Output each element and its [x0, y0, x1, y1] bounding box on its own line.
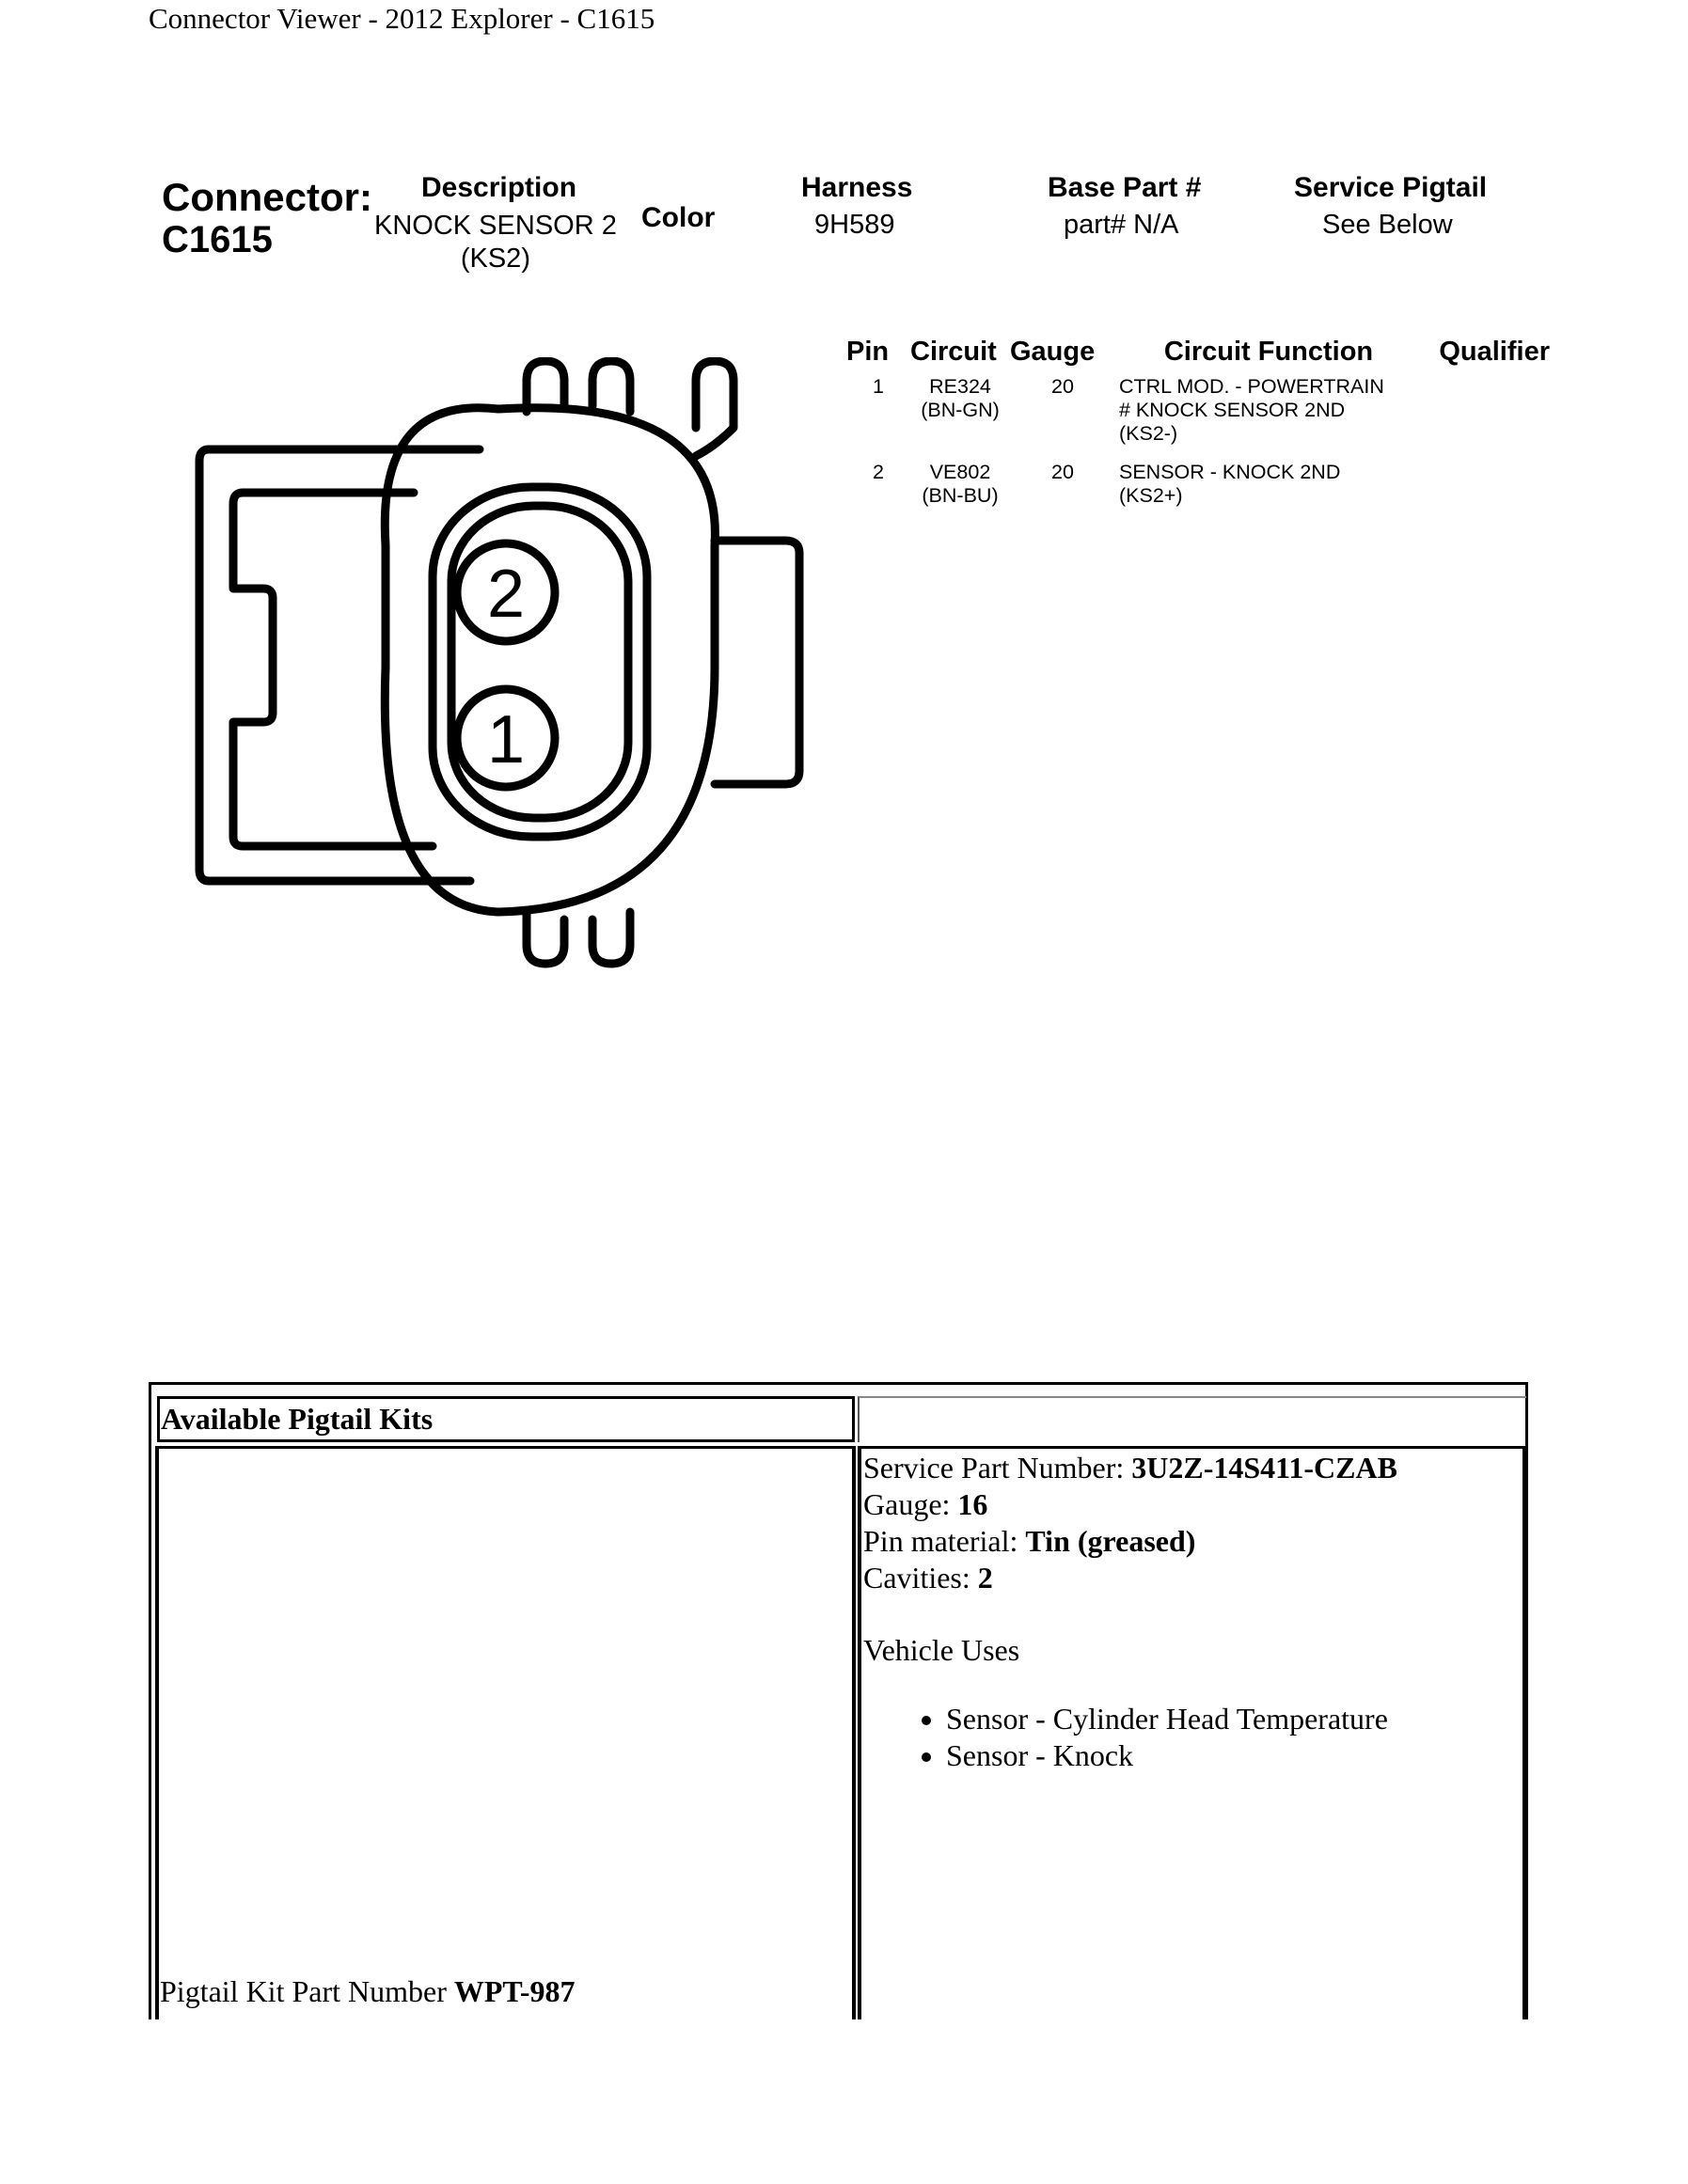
- kit-part-value: WPT-987: [453, 1974, 576, 2008]
- pigtail-kits-title: Available Pigtail Kits: [161, 1402, 434, 1436]
- connector-shell-outer: [199, 449, 480, 881]
- harness-header: Harness: [801, 172, 913, 203]
- side-tab: [715, 541, 799, 784]
- service-part-value: 3U2Z-14S411-CZAB: [1131, 1451, 1397, 1485]
- pin-1-label: 1: [486, 702, 526, 778]
- pin-table: [846, 337, 1550, 523]
- pin-material-line: [863, 1523, 1397, 1560]
- circuit-function: [1115, 461, 1418, 523]
- function-line: (KS2+): [1119, 484, 1183, 507]
- top-latch-right: [696, 361, 734, 456]
- cavities-label: Cavities:: [863, 1561, 978, 1595]
- pin-material-value: Tin (greased): [1025, 1524, 1196, 1558]
- pin-2-label: 2: [486, 557, 526, 632]
- gauge-value: 16: [957, 1487, 988, 1521]
- bottom-latch-right: [592, 912, 630, 964]
- connector-face-diagram: [188, 357, 828, 968]
- gauge-label: Gauge:: [863, 1487, 958, 1521]
- table-row: [846, 461, 1550, 523]
- list-item: • Sensor - Cylinder Head Temperature: [946, 1701, 1397, 1737]
- description-line-2: (KS2): [460, 244, 530, 274]
- circuit-column-header: Circuit: [910, 337, 997, 367]
- cavities-value: 2: [977, 1561, 993, 1595]
- gauge-value: 20: [1051, 461, 1074, 483]
- gauge-line: [863, 1486, 1397, 1523]
- pin-column-header: Pin: [846, 337, 890, 367]
- pigtail-details: [863, 1450, 1397, 1774]
- service-pigtail-value: See Below: [1322, 210, 1453, 240]
- circuit-function-column-header: Circuit Function: [1163, 337, 1374, 367]
- circuit-function: [1115, 375, 1418, 461]
- harness-value: 9H589: [814, 210, 895, 240]
- pin-number: 1: [873, 375, 884, 398]
- function-line: SENSOR - KNOCK 2ND: [1119, 461, 1341, 483]
- table-row: [846, 375, 1550, 461]
- qualifier-value: [1418, 461, 1550, 523]
- pigtail-image-cell: [155, 1446, 856, 2019]
- gauge-value: 20: [1051, 375, 1074, 398]
- service-pigtail-header: Service Pigtail: [1294, 172, 1488, 203]
- gauge-column-header: Gauge: [1010, 337, 1096, 367]
- pin-number: 2: [873, 461, 884, 483]
- pigtail-kit-part-number: [160, 1974, 575, 2009]
- base-part-header: Base Part #: [1048, 172, 1202, 203]
- qualifier-value: [1418, 375, 1550, 461]
- circuit-cell: [910, 375, 1010, 461]
- function-line: (KS2-): [1119, 422, 1178, 445]
- description-value: [374, 210, 617, 275]
- bottom-latch-left: [527, 912, 564, 964]
- vehicle-uses-list: [863, 1701, 1397, 1774]
- list-item: • Sensor - Knock: [946, 1737, 1397, 1774]
- service-part-label: Service Part Number:: [863, 1451, 1132, 1485]
- vehicle-uses-title: Vehicle Uses: [863, 1633, 1020, 1667]
- pigtail-header-spacer: [858, 1396, 1526, 1442]
- cavities-line: [863, 1560, 1397, 1596]
- connector-label: Connector:: [162, 175, 372, 219]
- description-header: Description: [421, 172, 577, 203]
- page-title: Connector Viewer - 2012 Explorer - C1615: [149, 2, 655, 35]
- service-part-number: [863, 1450, 1397, 1486]
- function-line: # KNOCK SENSOR 2ND: [1119, 399, 1346, 421]
- circuit-color: (BN-GN): [921, 399, 1000, 421]
- circuit-cell: [910, 461, 1010, 523]
- circuit-color: (BN-BU): [922, 484, 999, 507]
- function-line: CTRL MOD. - POWERTRAIN: [1119, 375, 1384, 398]
- connector-shell-inner: [233, 493, 433, 846]
- base-part-value: part# N/A: [1064, 210, 1179, 240]
- description-line-1: KNOCK SENSOR 2: [374, 211, 617, 241]
- kit-part-label: Pigtail Kit Part Number: [160, 1974, 454, 2008]
- pin-material-label: Pin material:: [863, 1524, 1026, 1558]
- qualifier-column-header: Qualifier: [1439, 337, 1550, 367]
- connector-id: C1615: [162, 219, 273, 260]
- color-header: Color: [641, 202, 716, 233]
- circuit-id: RE324: [929, 375, 991, 398]
- top-latch-mid: [592, 361, 630, 412]
- circuit-id: VE802: [929, 461, 991, 483]
